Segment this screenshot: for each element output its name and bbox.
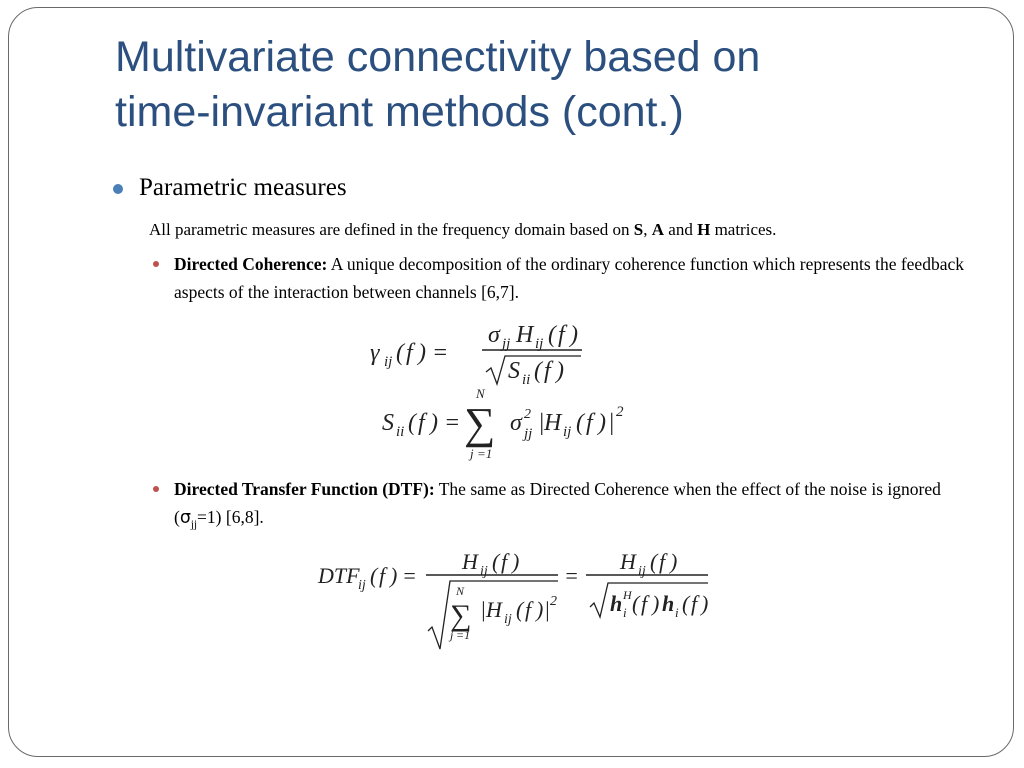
svg-text:=: = — [402, 563, 417, 588]
svg-text:H: H — [623, 588, 632, 602]
svg-text:H: H — [516, 322, 534, 348]
svg-text:H: H — [462, 549, 478, 574]
svg-text:σ: σ — [488, 322, 500, 348]
svg-text:f: f — [641, 591, 648, 616]
svg-text:γ: γ — [370, 340, 380, 366]
svg-text:jj: jj — [524, 426, 533, 442]
svg-text:∑: ∑ — [450, 599, 472, 632]
svg-text:|: | — [480, 597, 487, 622]
directed-coherence-label: Directed Coherence: — [174, 254, 328, 274]
svg-text:S: S — [508, 358, 520, 384]
directed-coherence-equations — [360, 312, 660, 472]
bullet-dtf — [153, 475, 973, 539]
svg-text:N: N — [456, 584, 465, 598]
svg-text:(: ( — [492, 549, 500, 574]
svg-text:(: ( — [548, 322, 556, 348]
svg-text:∑: ∑ — [464, 399, 496, 448]
svg-text:): ) — [512, 549, 520, 574]
svg-text:|: | — [544, 597, 551, 622]
slide-title — [115, 30, 975, 140]
svg-text:|: | — [538, 410, 545, 436]
svg-text:j: j — [450, 628, 454, 642]
svg-text:(: ( — [408, 410, 416, 436]
svg-text:f: f — [586, 410, 593, 436]
svg-text:H: H — [620, 549, 636, 574]
svg-text:): ) — [536, 597, 544, 622]
section-heading: Parametric measures — [139, 174, 347, 201]
svg-text:2: 2 — [616, 404, 624, 420]
title-line-1: Multivariate connectivity based on — [115, 33, 761, 81]
svg-text:(: ( — [534, 358, 542, 384]
svg-text:N: N — [476, 386, 485, 401]
bullet-icon — [113, 184, 123, 194]
svg-text:): ) — [418, 340, 426, 366]
svg-text:(: ( — [516, 597, 524, 622]
svg-text:=: = — [444, 410, 461, 436]
svg-text:ij: ij — [504, 612, 512, 627]
svg-text:f: f — [501, 549, 508, 574]
svg-text:h: h — [662, 591, 675, 616]
bullet-directed-coherence — [153, 250, 973, 306]
svg-text:|: | — [608, 410, 615, 436]
svg-text:j: j — [470, 446, 474, 461]
matrix-s: S — [633, 220, 644, 239]
svg-text:DTF: DTF — [318, 563, 360, 588]
svg-text:f: f — [558, 322, 565, 348]
svg-text:H: H — [486, 597, 502, 622]
svg-text:H: H — [544, 410, 562, 436]
svg-text:ii: ii — [396, 424, 405, 440]
svg-text:ij: ij — [480, 564, 488, 579]
svg-text:σ: σ — [510, 410, 522, 436]
svg-text:=1: =1 — [477, 446, 493, 461]
svg-text:=: = — [432, 340, 449, 366]
dtf-equation — [310, 545, 730, 655]
svg-text:ij: ij — [563, 424, 572, 440]
svg-text:f: f — [406, 340, 413, 366]
svg-text:ij: ij — [638, 564, 646, 579]
svg-text:f: f — [379, 563, 386, 588]
svg-text:S: S — [382, 410, 394, 436]
svg-text:f: f — [544, 358, 551, 384]
svg-text:(: ( — [576, 410, 584, 436]
svg-text:): ) — [556, 358, 564, 384]
svg-text:ij: ij — [384, 354, 393, 370]
title-line-2: time-invariant methods (cont.) — [115, 88, 684, 136]
svg-text:(: ( — [650, 549, 658, 574]
svg-text:ij: ij — [535, 336, 544, 352]
svg-text:(: ( — [632, 591, 640, 616]
svg-text:2: 2 — [550, 594, 557, 609]
svg-text:): ) — [701, 591, 709, 616]
svg-text:2: 2 — [524, 407, 531, 422]
bullet-parametric-measures — [113, 174, 347, 202]
intro-suffix: matrices. — [710, 220, 777, 239]
dtf-text: The same as Directed Coherence when the effect of the noise is ignored ( — [174, 479, 941, 527]
dtf-label: Directed Transfer Function (DTF): — [174, 479, 435, 499]
sub-bullet-icon — [153, 486, 159, 492]
svg-text:f: f — [659, 549, 666, 574]
svg-text:ii: ii — [522, 372, 531, 388]
svg-text:): ) — [598, 410, 606, 436]
svg-text:(: ( — [396, 340, 404, 366]
svg-text:(: ( — [682, 591, 690, 616]
svg-text:ij: ij — [358, 578, 366, 593]
svg-text:): ) — [570, 322, 578, 348]
svg-text:jj: jj — [502, 336, 511, 352]
intro-comma: , — [643, 220, 652, 239]
svg-text:(: ( — [370, 563, 378, 588]
sigma-subscript: jj — [190, 518, 198, 531]
dtf-text-end: =1) [6,8]. — [197, 507, 264, 527]
svg-text:): ) — [652, 591, 660, 616]
svg-text:=1: =1 — [456, 628, 471, 642]
directed-coherence-text: A unique decomposition of the ordinary coherence function which represents the feedback aspects of the interaction between channels [6,7]. — [174, 254, 964, 302]
svg-text:i: i — [623, 605, 627, 620]
svg-text:): ) — [430, 410, 438, 436]
intro-prefix: All parametric measures are defined in the frequency domain based on — [149, 220, 634, 239]
svg-text:): ) — [670, 549, 678, 574]
matrix-h: H — [697, 220, 711, 239]
intro-paragraph — [149, 220, 776, 240]
intro-and: and — [664, 220, 698, 239]
svg-text:f: f — [525, 597, 532, 622]
sub-bullet-icon — [153, 261, 159, 267]
svg-text:=: = — [564, 563, 579, 588]
svg-text:): ) — [390, 563, 398, 588]
svg-text:h: h — [610, 591, 623, 616]
matrix-a: A — [651, 220, 665, 239]
svg-text:f: f — [691, 591, 698, 616]
svg-text:i: i — [675, 605, 679, 620]
svg-text:f: f — [418, 410, 425, 436]
sigma-symbol: σ — [179, 508, 191, 528]
